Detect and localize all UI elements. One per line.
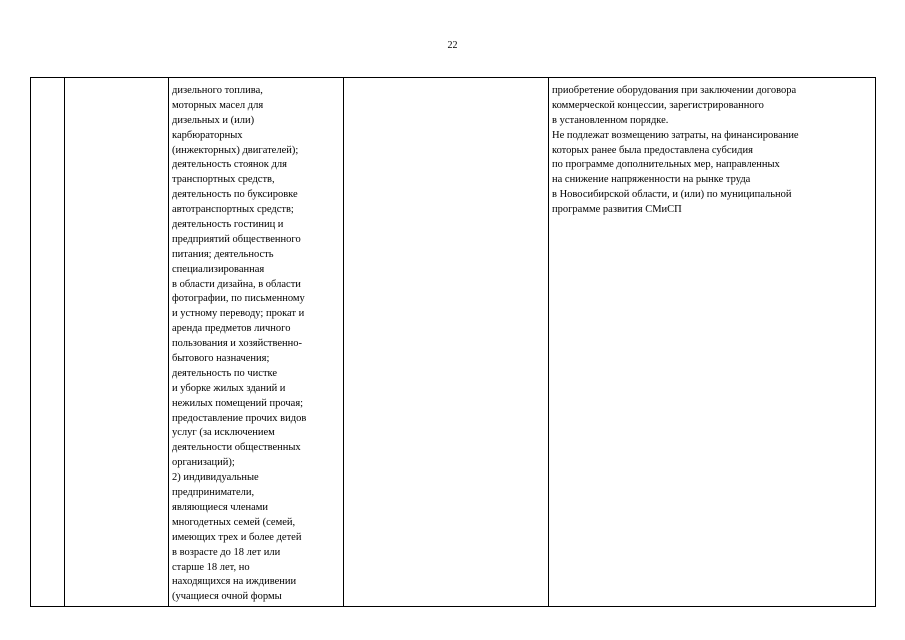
- text-line: автотранспортных средств;: [172, 204, 294, 216]
- table-column-5: [549, 78, 875, 606]
- text-line: старше 18 лет, но: [172, 561, 250, 573]
- text-line: предприятий общественного: [172, 233, 301, 245]
- table-column-3: [169, 78, 344, 606]
- text-line: питания; деятельность: [172, 248, 274, 260]
- text-line: приобретение оборудования при заключении договора: [552, 85, 797, 96]
- text-line: в области дизайна, в области: [172, 278, 301, 290]
- text-line: пользования и хозяйственно-: [172, 338, 302, 350]
- text-line: и устному переводу; прокат и: [172, 308, 305, 320]
- text-line: и уборке жилых зданий и: [172, 382, 286, 394]
- text-line: в Новосибирской области, и (или) по муниципальной: [552, 189, 792, 201]
- conditions-text-cell: [552, 84, 799, 218]
- text-line: многодетных семей (семей,: [172, 516, 296, 528]
- text-line: 2) индивидуальные: [172, 472, 259, 484]
- document-table: [30, 77, 876, 607]
- text-line: деятельность по чистке: [172, 367, 278, 379]
- text-line: являющиеся членами: [172, 501, 269, 513]
- text-line: фотографии, по письменному: [172, 293, 305, 305]
- text-line: услуг (за исключением: [172, 427, 275, 439]
- text-line: бытового назначения;: [172, 353, 270, 365]
- text-line: предоставление прочих видов: [172, 412, 307, 424]
- text-line: деятельности общественных: [172, 442, 301, 454]
- text-line: дизельного топлива,: [172, 85, 263, 96]
- text-line: которых ранее была предоставлена субсидия: [552, 144, 753, 156]
- text-line: транспортных средств,: [172, 174, 275, 186]
- text-line: имеющих трех и более детей: [172, 531, 302, 543]
- text-line: деятельность по буксировке: [172, 189, 298, 201]
- table-column-4: [344, 78, 549, 606]
- text-line: программе развития СМиСП: [552, 204, 682, 216]
- text-line: на снижение напряженности на рынке труда: [552, 174, 751, 186]
- text-line: предприниматели,: [172, 487, 255, 499]
- text-line: деятельность стоянок для: [172, 159, 287, 171]
- text-line: деятельность гостиниц и: [172, 219, 284, 231]
- text-line: находящихся на иждивении: [172, 576, 297, 588]
- text-line: в установленном порядке.: [552, 114, 669, 126]
- table-column-1: [31, 78, 65, 606]
- text-line: в возрасте до 18 лет или: [172, 546, 281, 558]
- text-line: аренда предметов личного: [172, 323, 291, 335]
- text-line: по программе дополнительных мер, направленных: [552, 159, 780, 171]
- text-line: нежилых помещений прочая;: [172, 397, 304, 409]
- text-line: моторных масел для: [172, 99, 264, 111]
- text-line: коммерческой концессии, зарегистрированного: [552, 99, 764, 111]
- eligibility-text-cell: [172, 84, 306, 605]
- text-line: (инжекторных) двигателей);: [172, 144, 299, 156]
- text-line: организаций);: [172, 457, 235, 469]
- table-column-2: [65, 78, 169, 606]
- text-line: Не подлежат возмещению затраты, на финансирование: [552, 129, 799, 141]
- text-line: карбюраторных: [172, 129, 243, 141]
- text-line: специализированная: [172, 263, 265, 275]
- page-number: 22: [447, 40, 458, 51]
- text-line: дизельных и (или): [172, 114, 255, 126]
- text-line: (учащиеся очной формы: [172, 591, 282, 603]
